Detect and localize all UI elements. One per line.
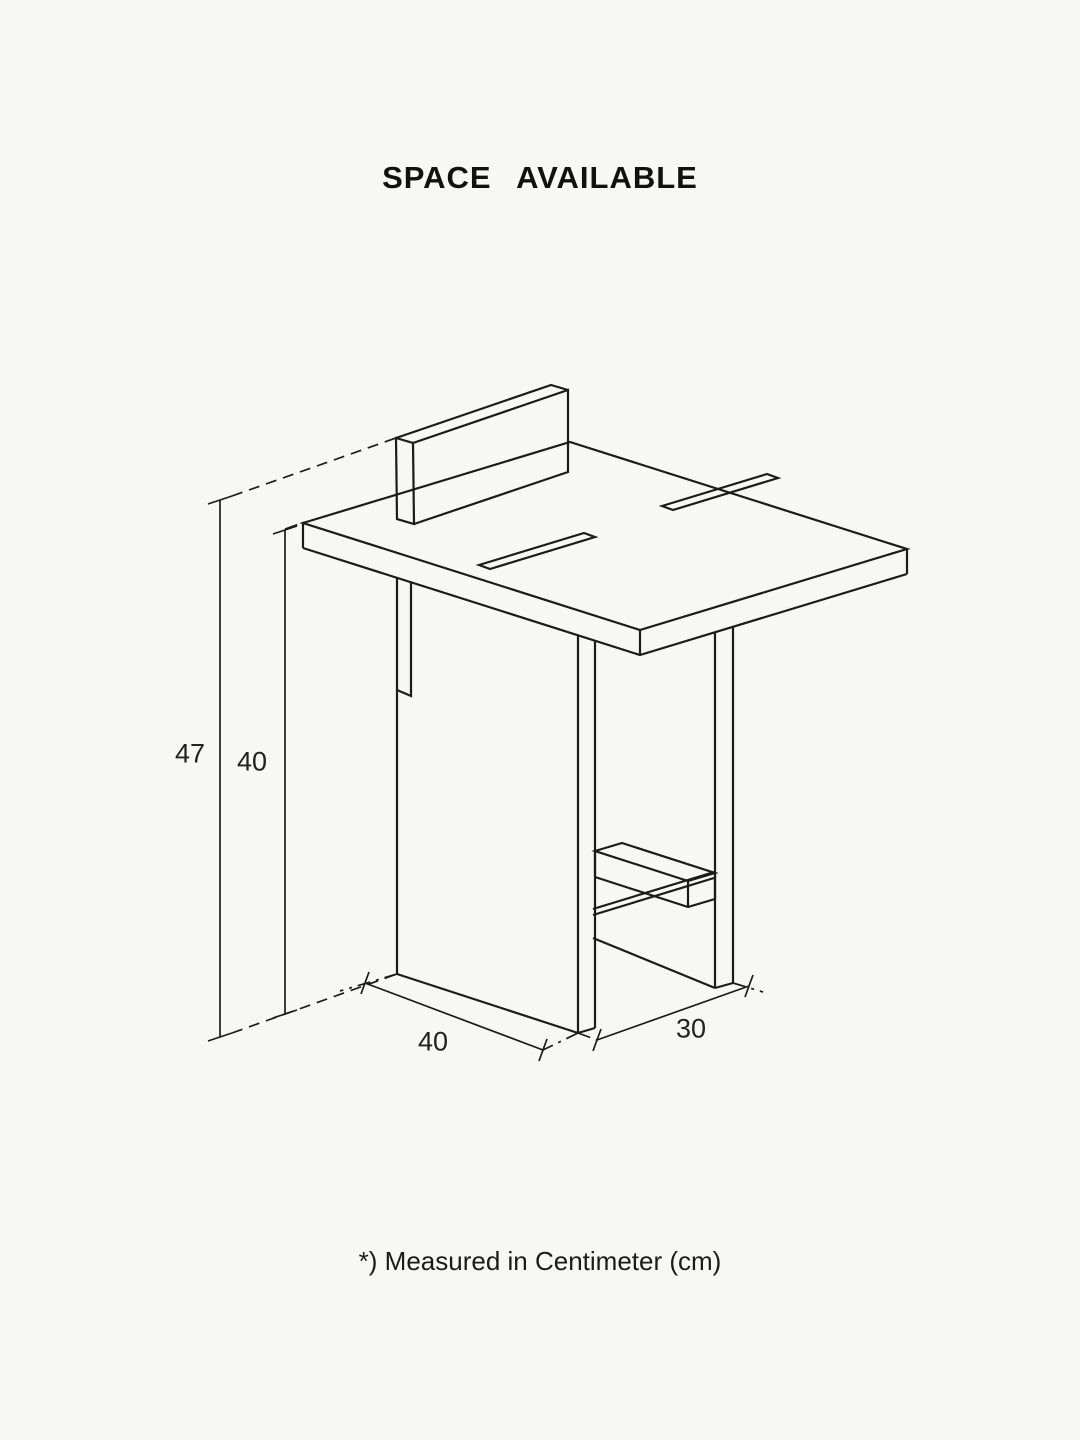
tabletop-slot-back: [662, 474, 778, 510]
right-leg-panel: [715, 627, 733, 988]
dim-label-table-height: 40: [236, 746, 268, 777]
divider-panel-end-face: [396, 438, 414, 524]
lower-shelf-edges: [593, 872, 715, 988]
dimension-annotations: [208, 438, 763, 1061]
dim-30-extension-left: [578, 1033, 597, 1040]
dim-label-width: 40: [417, 1026, 449, 1057]
dim-label-depth: 30: [675, 1013, 707, 1044]
page-title: SPACE AVAILABLE: [382, 160, 698, 195]
dim-line-40-vertical: [273, 526, 297, 1018]
left-leg-panel: [397, 578, 578, 1033]
tabletop-slot-front: [479, 533, 595, 569]
tabletop-thickness-edges: [303, 523, 907, 655]
divider-tenon: [397, 583, 411, 696]
divider-panel-top-edges: [396, 385, 568, 438]
divider-panel-front-face: [413, 390, 568, 524]
dim-line-47: [208, 496, 232, 1041]
dim-label-total-height: 47: [174, 738, 206, 769]
middle-support: [578, 641, 595, 1033]
dim-47-extension-top: [232, 438, 396, 496]
shelf-top-face: [595, 843, 715, 881]
dim-line-30-bottom: [593, 975, 753, 1051]
measurement-footnote: *) Measured in Centimeter (cm): [358, 1246, 722, 1276]
side-table-illustration: [303, 385, 907, 1033]
dim-line-40-bottom: [361, 972, 547, 1061]
dim-40b-extension-left: [340, 974, 397, 991]
dim-40b-extension-right: [543, 1033, 578, 1050]
dim-47-extension-bottom: [232, 974, 397, 1033]
